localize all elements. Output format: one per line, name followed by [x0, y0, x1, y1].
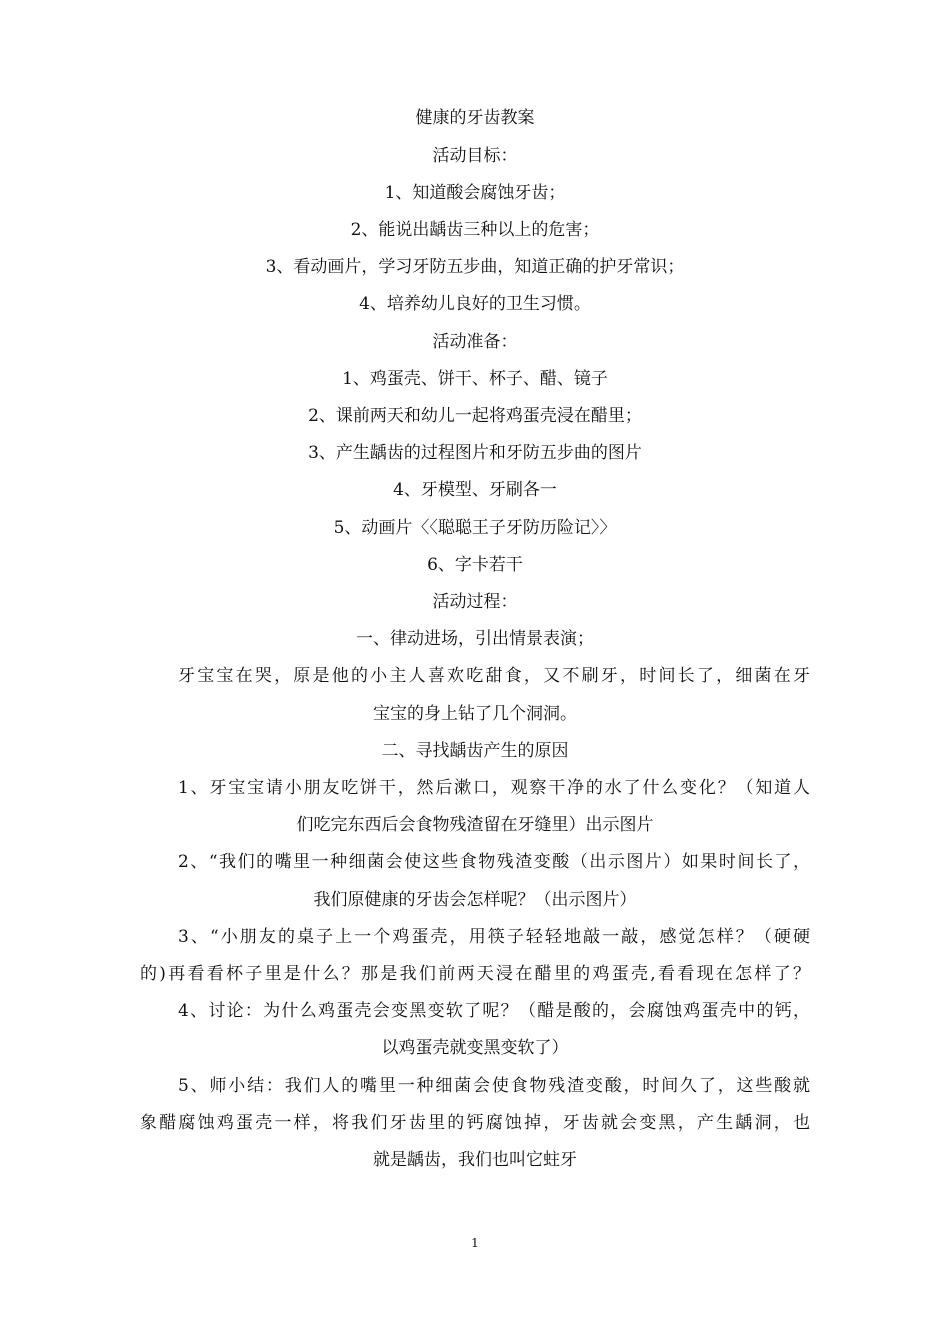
step2-item-line: 们吃完东西后会食物残渣留在牙缝里）出示图片	[296, 815, 654, 835]
prep-heading: 活动准备：	[432, 332, 518, 352]
page-number: 1	[471, 1236, 479, 1250]
step2-item-line: 象醋腐蚀鸡蛋壳一样，将我们牙齿里的钙腐蚀掉，牙齿就会变黑，产生龋洞，也	[140, 1113, 810, 1133]
step2-item-line: 的)再看看杯子里是什么？那是我们前两天浸在醋里的鸡蛋壳,看看现在怎样了？	[140, 964, 810, 984]
goal-item: 1、知道酸会腐蚀牙齿；	[384, 183, 566, 203]
goal-item: 3、看动画片，学习牙防五步曲，知道正确的护牙常识；	[265, 257, 685, 277]
prep-item: 6、字卡若干	[427, 555, 523, 575]
step2-item-line: 5、师小结：我们人的嘴里一种细菌会使食物残渣变酸，时间久了，这些酸就	[178, 1076, 810, 1096]
step2-heading: 二、寻找龋齿产生的原因	[381, 741, 569, 761]
step2-item-line: 就是龋齿，我们也叫它蛀牙	[373, 1150, 577, 1170]
step1-paragraph-line: 牙宝宝在哭，原是他的小主人喜欢吃甜食，又不刷牙，时间长了，细菌在牙	[178, 666, 810, 686]
step2-item-line: 1、牙宝宝请小朋友吃饼干，然后漱口，观察干净的水了什么变化？（知道人	[178, 778, 810, 798]
prep-item: 4、牙模型、牙刷各一	[393, 480, 557, 500]
goal-item: 4、培养幼儿良好的卫生习惯。	[359, 294, 591, 314]
prep-item: 3、产生龋齿的过程图片和牙防五步曲的图片	[308, 443, 642, 463]
step2-item-line: 3、“小朋友的桌子上一个鸡蛋壳，用筷子轻轻地敲一敲，感觉怎样？（硬硬	[178, 927, 810, 947]
prep-item: 1、鸡蛋壳、饼干、杯子、醋、镜子	[342, 369, 608, 389]
prep-item: 2、课前两天和幼儿一起将鸡蛋壳浸在醋里；	[308, 406, 642, 426]
step2-item-line: 我们原健康的牙齿会怎样呢？（出示图片）	[313, 890, 637, 910]
goals-heading: 活动目标：	[432, 146, 518, 166]
process-heading: 活动过程：	[432, 592, 518, 612]
goal-item: 2、能说出龋齿三种以上的危害；	[350, 220, 600, 240]
document-title: 健康的牙齿教案	[415, 108, 535, 128]
step1-heading: 一、律动进场，引出情景表演；	[356, 629, 594, 649]
step2-item-line: 2、“我们的嘴里一种细菌会使这些食物残渣变酸（出示图片）如果时间长了，	[178, 852, 810, 872]
step2-item-line: 4、讨论：为什么鸡蛋壳会变黑变软了呢？（醋是酸的，会腐蚀鸡蛋壳中的钙，	[178, 1001, 810, 1021]
step2-item-line: 以鸡蛋壳就变黑变软了）	[381, 1038, 569, 1058]
prep-item: 5、动画片〈〈聪聪王子牙防历险记〉〉	[333, 518, 617, 538]
step1-paragraph-line: 宝宝的身上钻了几个洞洞。	[373, 704, 577, 724]
